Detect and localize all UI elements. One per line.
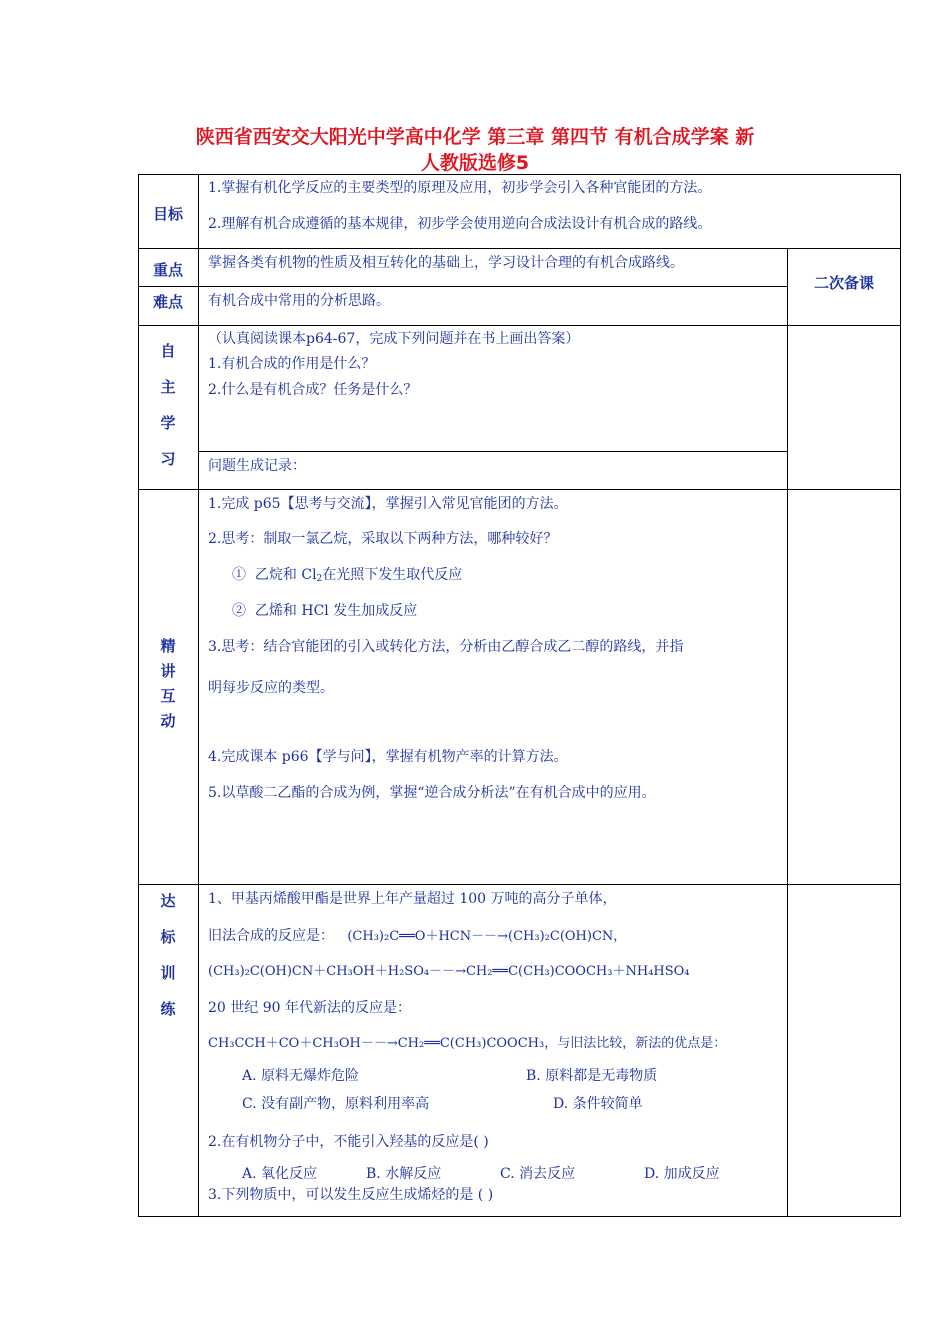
grid-line — [198, 174, 199, 1217]
lecture-item-4: 4.完成课本 p66【学与问】，掌握有机物产率的计算方法。 — [208, 749, 568, 765]
practice-q2-option-d: D. 加成反应 — [644, 1166, 720, 1182]
self-study-intro: （认真阅读课本p64-67，完成下列问题并在书上画出答案） — [208, 331, 580, 347]
practice-q3-stem: 3.下列物质中，可以发生反应生成烯烃的是 ( ) — [208, 1187, 494, 1203]
grid-line — [198, 451, 787, 452]
practice-q1-old-method: 旧法合成的反应是： (CH₃)₂C══O＋HCN－－→(CH₃)₂C(OH)CN， — [208, 928, 627, 944]
lecture-label: 精 讲 互 动 — [160, 637, 176, 730]
practice-q1-line-1: 1、甲基丙烯酸甲酯是世界上年产量超过 100 万吨的高分子单体， — [208, 891, 617, 907]
self-study-q2: 2.什么是有机合成？任务是什么？ — [208, 382, 418, 398]
lecture-item-2-option-2: ② 乙烯和 HCl 发生加成反应 — [232, 603, 418, 619]
grid-line — [138, 286, 787, 287]
lecture-item-5: 5.以草酸二乙酯的合成为例，掌握“逆合成分析法”在有机合成中的应用。 — [208, 785, 656, 801]
goal-item-2: 2.理解有机合成遵循的基本规律，初步学会使用逆向合成法设计有机合成的路线。 — [208, 216, 712, 232]
practice-q1-new-method-label: 20 世纪 90 年代新法的反应是： — [208, 1000, 411, 1016]
lecture-item-2: 2.思考：制取一氯乙烷，采取以下两种方法，哪种较好？ — [208, 531, 558, 547]
goal-item-1: 1.掌握有机化学反应的主要类型的原理及应用，初步学会引入各种官能团的方法。 — [208, 180, 712, 196]
key-points-text: 掌握各类有机物的性质及相互转化的基础上，学习设计合理的有机合成路线。 — [208, 255, 684, 271]
practice-q1-new-reaction: CH₃CCH＋CO＋CH₃OH－－→CH₂══C(CH₃)COOCH₃，与旧法比较，新法的优点是： — [208, 1036, 727, 1051]
lecture-item-3-line-1: 3.思考：结合官能团的引入或转化方法，分析由乙醇合成乙二醇的路线，并指 — [208, 639, 684, 655]
self-study-label: 自 主 学 习 — [160, 342, 176, 468]
difficulty-text: 有机合成中常用的分析思路。 — [208, 293, 390, 309]
lecture-item-3-line-2: 明每步反应的类型。 — [208, 680, 334, 696]
practice-q1-option-c: C. 没有副产物，原料利用率高 — [242, 1096, 430, 1112]
grid-line — [138, 248, 901, 249]
practice-q1-old-reaction-2: (CH₃)₂C(OH)CN＋CH₃OH＋H₂SO₄－－→CH₂══C(CH₃)COOCH₃＋NH₄HSO₄ — [208, 964, 690, 979]
problem-record: 问题生成记录： — [208, 458, 306, 474]
practice-q1-option-a: A. 原料无爆炸危险 — [242, 1068, 360, 1084]
difficulty-label: 难点 — [152, 293, 183, 311]
grid-line — [138, 489, 901, 490]
lecture-item-1: 1.完成 p65【思考与交流】，掌握引入常见官能团的方法。 — [208, 496, 568, 512]
practice-q1-option-d: D. 条件较简单 — [553, 1096, 643, 1112]
page-title-line2: 人教版选修5 — [420, 152, 530, 174]
practice-label: 达 标 训 练 — [160, 892, 176, 1018]
practice-q2-option-b: B. 水解反应 — [366, 1166, 442, 1182]
self-study-q1: 1.有机合成的作用是什么？ — [208, 356, 376, 372]
practice-q2-option-c: C. 消去反应 — [500, 1166, 576, 1182]
practice-q1-option-b: B. 原料都是无毒物质 — [526, 1068, 658, 1084]
practice-q2-stem: 2.在有机物分子中，不能引入羟基的反应是( ) — [208, 1134, 489, 1150]
key-points-label: 重点 — [152, 261, 183, 279]
second-prep-label: 二次备课 — [813, 274, 874, 292]
lecture-item-2-option-1: ① 乙烷和 $Cl_2$在光照下发生取代反应 — [232, 567, 463, 584]
grid-line — [138, 884, 901, 885]
grid-line — [787, 248, 788, 1217]
grid-line — [138, 325, 901, 326]
page-title-line1: 陕西省西安交大阳光中学高中化学 第三章 第四节 有机合成学案 新 — [195, 126, 755, 148]
practice-q2-option-a: A. 氧化反应 — [242, 1166, 318, 1182]
goals-label: 目标 — [152, 205, 183, 223]
